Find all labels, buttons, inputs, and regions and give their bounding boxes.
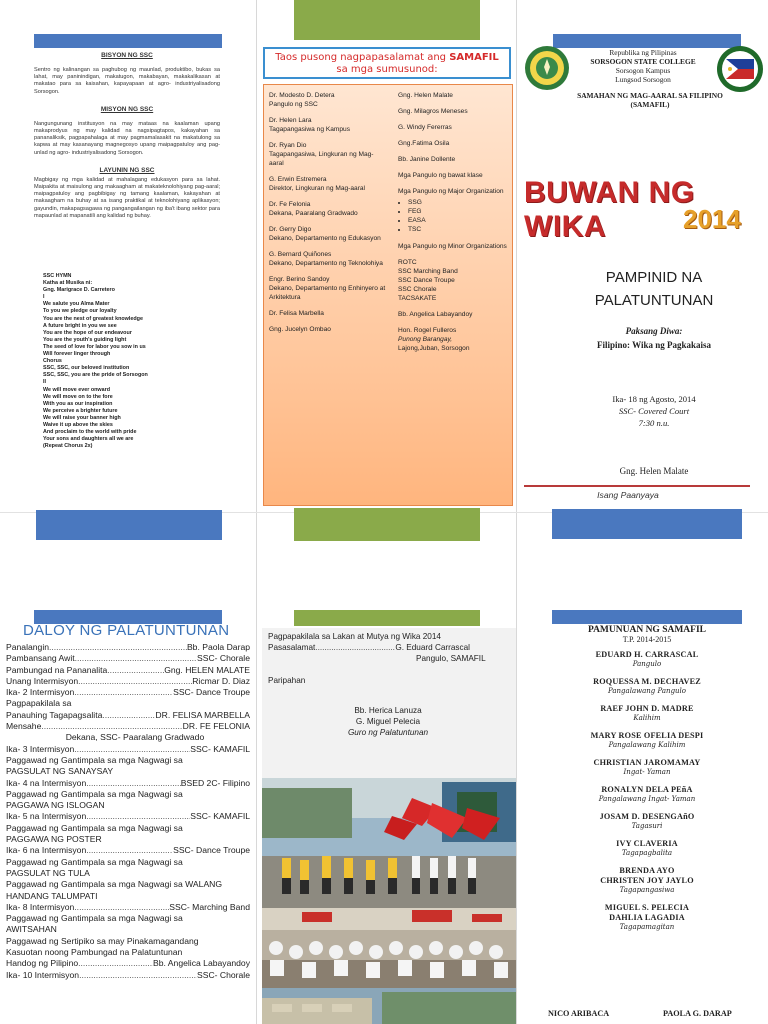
thanks-hon-place: Punong Barangay,: [398, 336, 453, 343]
thanks-entry: Dr. Ryan Dio Tagapangasiwa, Lingkuran ng Mag-aaral: [269, 142, 374, 167]
officer-name-right: PAOLA G. DARAP: [663, 1009, 732, 1018]
kampus: Sorsogon Kampus: [615, 66, 671, 75]
officer-position: Kalihim: [633, 714, 661, 722]
paksang-label: Paksang Diwa:: [625, 326, 683, 336]
officer-position: Pangalawang Pangulo: [607, 687, 687, 695]
event-time: 7:30 n.u.: [638, 418, 670, 428]
program-flow-item: PAGGAWA NG ISLOGAN: [6, 800, 105, 811]
officer-name: BRENDA AYO CHRISTEN JOY JAYLO: [600, 866, 694, 885]
thanks-entry: Dr. Modesto D. Detera Pangulo ng SSC: [269, 92, 335, 108]
thanks-hon-name: Hon. Rogel Fulleros: [398, 327, 457, 334]
program-title: [548, 266, 760, 312]
program-flow-item: Paggawad ng Gantimpala sa mga Nagwagi sa: [6, 913, 183, 924]
program-flow-item: Ika- 2 Intermisyon ..... SSC- Dance Troupe: [6, 687, 250, 698]
officers-title: PAMUNUAN NG SAMAFIL: [587, 625, 707, 635]
thanks-entry: Dr. Gerry Digo Dekano, Departamento ng Edukasyon: [269, 226, 381, 242]
program-flow-item: PAGSULAT NG TULA: [6, 867, 90, 878]
program-flow-item: Pambungad na Pananalita ..... Gng. HELEN MALATE: [6, 665, 250, 676]
thanks-entry: Dr. Fe Felonia Dekana, Paaralang Gradwado: [269, 201, 358, 217]
event-venue: SSC- Covered Court: [618, 406, 690, 416]
officer-name: RAEF JOHN D. MADRE: [600, 704, 694, 713]
thanks-entry: Mga Pangulo ng Minor Organizations: [398, 243, 507, 250]
program-flow-item: PAGGAWA NG POSTER: [6, 834, 102, 845]
samahan-name: SAMAHAN NG MAG-AARAL SA FILIPINO: [577, 91, 723, 100]
major-org-item: • SSG: [408, 198, 510, 207]
thanks-entry: Gng. Milagros Meneses: [398, 108, 468, 115]
officer-name: MARY ROSE OFELIA DESPI: [590, 731, 704, 740]
green-bar: [294, 508, 480, 541]
guro-2: G. Miguel Pelecia: [355, 716, 421, 726]
thanks-entry: Gng.Fatima Osila: [398, 140, 450, 147]
daloy-title: DALOY NG PALATUNTUNAN: [23, 622, 230, 639]
program-flow-item: Paggawad ng Gantimpala sa mga Nagwagi sa: [6, 788, 183, 799]
samafil-abbrev: (SAMAFIL): [630, 100, 670, 109]
officer-name: IVY CLAVERIA: [616, 839, 678, 848]
major-org-item: • FEG: [408, 207, 510, 216]
program-flow-item: PAGSULAT NG SANAYSAY: [6, 766, 114, 777]
program-flow-item: Unang Intermisyon ..... Ricmar D. Diaz: [6, 676, 250, 687]
closing-info: [268, 632, 508, 739]
school-header: [560, 48, 726, 84]
pasasalamat-position: Pangulo, SAMAFIL: [416, 653, 486, 663]
lakan-mutya-line: Pagpapakilala sa Lakan at Mutya ng Wika 2014: [268, 632, 441, 641]
paksang-text: Filipino: Wika ng Pagkakaisa: [597, 340, 711, 350]
thanks-list-box: [263, 84, 513, 506]
program-flow-item: Paggawad ng Gantimpala sa mga Nagwagi sa: [6, 822, 183, 833]
thanks-entry: G. Windy Fererras: [398, 124, 452, 131]
officer-name: MIGUEL S. PELECIA DAHLIA LAGADIA: [604, 903, 690, 922]
header-bar: [34, 34, 222, 48]
program-flow-item: HANDANG TALUMPATI: [6, 890, 98, 901]
program-flow-item: Panalangin ..... Bb. Paola Darap: [6, 642, 250, 653]
layunin-text: Magbigay ng mga kalidad at mahalagang edukasyon para sa lahat. Maipakita at maisulong ang makaagham at makateknolohiyang pag-aaral; maipagpatuloy ang pagbibigay ng tamang kaalaman, kakayahan at makaagham na buhay at sa isang praktikal at teknolohiyang aplikasyon; gayundin, makapagsagawa ng pangangailangan ng iba't ibang sektor para mapaunlad at mapanatili ang kalidad ng buhay.: [34, 176, 220, 219]
crowd-photo: [262, 908, 516, 988]
thanks-entry: Gng. Helen Malate: [398, 92, 453, 99]
bisyon-text: Sentro ng kalinangan sa paghubog ng maunlad, produktibo, bukas sa lahat, may paninindigan, makatugon, makabayan, makakalikasan at makatao para sa kaisahan, kapayapaan at agro- industriyalisadong Sorsogon.: [34, 67, 220, 95]
program-flow-item: Ika- 6 na Intermisyon ..... SSC- Dance Troupe: [6, 845, 250, 856]
program-flow-item: Ika- 4 na Intermisyon ..... BSED 2C- Filipino: [6, 778, 250, 789]
bisyon-title: BISYON NG SSC: [101, 52, 153, 59]
thanks-column-right: [398, 91, 510, 353]
thanks-entry: G. Bernard Quiñones Dekano, Departamento ng Teknolohiya: [269, 251, 383, 267]
officers-term: T.P. 2014-2015: [622, 635, 672, 644]
blue-block: [36, 510, 222, 540]
officer-position: Tagapamagitan: [619, 923, 675, 931]
officer-name: JOSAM D. DESENGAñO: [599, 812, 695, 821]
thanks-entry: Gng. Jucelyn Ombao: [269, 326, 331, 333]
officer-name-left: NICO ARIBACA: [548, 1009, 610, 1018]
program-flow-item: Panauhing Tagapagsalita ..... DR. FELISA MARBELLA: [6, 710, 250, 721]
layunin-title: LAYUNIN NG SSC: [99, 166, 155, 174]
thanks-column-left: [269, 91, 387, 341]
officer-position: Tagasuri: [631, 822, 663, 830]
ssc-info-section: [34, 52, 220, 220]
header-bar: [552, 610, 742, 624]
officer-position: Pangalawang Ingat- Yaman: [598, 795, 696, 803]
misyon-text: Nangungunang institusyon na may mataas na kaalaman upang makaprodyus ng may kalidad na nagsipagtapos, kakayahan sa pananaliksik, pagpapahalaga at may pagmamalasakit na makatulong sa kapwa at may kasanayang magnegosyo upang maipagpatuloy ang pag- unlad ng agro- industriyalisadong Sorsogon.: [34, 120, 220, 156]
thanks-entry: Mga Pangulo ng Major Organization: [398, 188, 504, 195]
thanks-entry: Mga Pangulo ng bawat klase: [398, 172, 483, 179]
invite-rule: [524, 485, 750, 487]
officers-list: [532, 625, 762, 940]
major-org-item: • TSC: [408, 225, 510, 234]
program-title-line1: PAMPINID NA: [605, 269, 703, 286]
thanks-header-line2: sa mga sumusunod:: [336, 64, 438, 75]
green-bar: [294, 610, 480, 626]
campus-photo: [262, 988, 516, 1024]
program-flow-item: Pambansang Awit ..... SSC- Chorale: [6, 653, 250, 664]
thanks-entry: Engr. Berino Sandoy Dekano, Departamento ng Enhinyero at Arkitektura: [269, 276, 386, 301]
program-flow-item: Kasuotan noong Pambungad na Palatuntunan: [6, 947, 183, 958]
program-flow-item: Paggawad ng Sertipiko sa may Pinakamagandang: [6, 935, 199, 946]
thanks-entry: Bb. Janine Dollente: [398, 156, 456, 163]
event-date: Ika- 18 ng Agosto, 2014: [612, 394, 696, 404]
officer-name: CHRISTIAN JAROMAMAY: [593, 758, 701, 767]
header-bar: [553, 34, 741, 48]
republika: Republika ng Pilipinas: [609, 48, 677, 57]
invite-label: Isang Paanyaya: [597, 490, 659, 500]
year-title: 2014: [683, 204, 741, 234]
school-name: SORSOGON STATE COLLEGE: [590, 57, 696, 66]
officer-name: EDUARD H. CARRASCAL: [595, 650, 699, 659]
officer-position: Tagapangasiwa: [619, 886, 675, 894]
parade-photo: [262, 778, 516, 908]
program-flow-list: [6, 642, 250, 981]
major-org-item: • EASA: [408, 216, 510, 225]
thanks-header-pre: Taos pusong nagpapasalamat ang: [275, 52, 450, 63]
buwan-ng-wika-title: BUWAN NG WIKA: [524, 176, 695, 243]
officer-name: ROQUESSA M. DECHAVEZ: [593, 677, 701, 686]
program-flow-item: Ika- 8 Intermisyon ..... SSC- Marching Band: [6, 902, 250, 913]
program-flow-item: AWITSAHAN: [6, 924, 57, 935]
program-flow-item: Ika- 5 na Intermisyon ..... SSC- KAMAFIL: [6, 811, 250, 822]
thanks-header: [263, 47, 511, 79]
program-flow-item: Dekana, SSC- Paaralang Gradwado: [6, 732, 205, 743]
thanks-hon-place2: Lajong,Juban, Sorsogon: [398, 345, 470, 352]
officer-position: Pangulo: [632, 660, 662, 668]
misyon-title: MISYON NG SSC: [100, 105, 154, 113]
program-flow-item: Ika- 10 Intermisyon ..... SSC- Chorale: [6, 970, 250, 981]
program-flow-item: Paggawad ng Gantimpala sa mga Nagwagi sa WALANG: [6, 879, 223, 890]
program-flow-item: Mensahe ..... DR. FE FELONIA: [6, 721, 250, 732]
lungsod: Lungsod Sorsogon: [615, 75, 671, 84]
guro-label: Guro ng Palatuntunan: [347, 727, 429, 737]
program-flow-item: Handog ng Pilipino ..... Bb. Angelica Labayandoy: [6, 958, 250, 969]
thanks-entry: G. Erwin Estremera Direktor, Lingkuran ng Mag-aaral: [269, 176, 366, 192]
thanks-entry: Dr. Helen Lara Tagapangasiwa ng Kampus: [269, 117, 351, 133]
guro-1: Bb. Herica Lanuza: [354, 706, 422, 716]
thanks-entry: Bb. Angelica Labayandoy: [398, 311, 473, 318]
officer-position: Tagapagbalita: [621, 849, 673, 857]
program-title-line2: PALATUNTUNAN: [594, 292, 714, 309]
program-flow-item: Paggawad ng Gantimpala sa mga Nagwagi sa: [6, 754, 183, 765]
pasasalamat-line: Pasasalamat ..... G. Eduard Carrascal: [268, 643, 508, 654]
officer-name: RONALYN DELA PEñA: [601, 785, 693, 794]
invite-name: Gng. Helen Malate: [619, 466, 689, 476]
program-flow-item: Ika- 3 Intermisyon ..... SSC- KAMAFIL: [6, 744, 250, 755]
thanks-entry: ROTC SSC Marching Band SSC Dance Troupe SSC Chorale TACSAKATE: [398, 259, 458, 302]
green-bar: [294, 0, 480, 40]
ssc-hymn: SSC HYMN Katha at Musika ni: Gng. Marigrace D. Carretero I We salute you Alma Mater To you we pledge our loyalty You are the nest of greatest knowledge A future bright in you we see You are the hope of our endeavour You are the youth's guiding light The seed of love for labor you sow in us Will forever linger through Chorus SSC, SSC, our beloved institution SSC, SSC, you are the pride of Sorsogon II We will move ever onward We will move on to the fore With you as our inspiration We perceive a brighter future We will raise your banner high Waive it up above the skies And proclaim to the world with pride Your sons and daughters all we are (Repeat Chorus 2x): [43, 273, 148, 450]
thanks-entry: Dr. Felisa Marbella: [269, 310, 324, 317]
officer-position: Ingat- Yaman: [623, 768, 671, 776]
blue-block: [552, 509, 742, 539]
officer-position: Pangalawang Kalihim: [608, 741, 686, 749]
paripahan-line: Paripahan: [268, 676, 306, 686]
program-flow-item: Pagpapakilala sa: [6, 698, 72, 709]
program-flow-item: Paggawad ng Gantimpala sa mga Nagwagi sa: [6, 856, 183, 867]
thanks-header-org: SAMAFIL: [449, 52, 499, 63]
